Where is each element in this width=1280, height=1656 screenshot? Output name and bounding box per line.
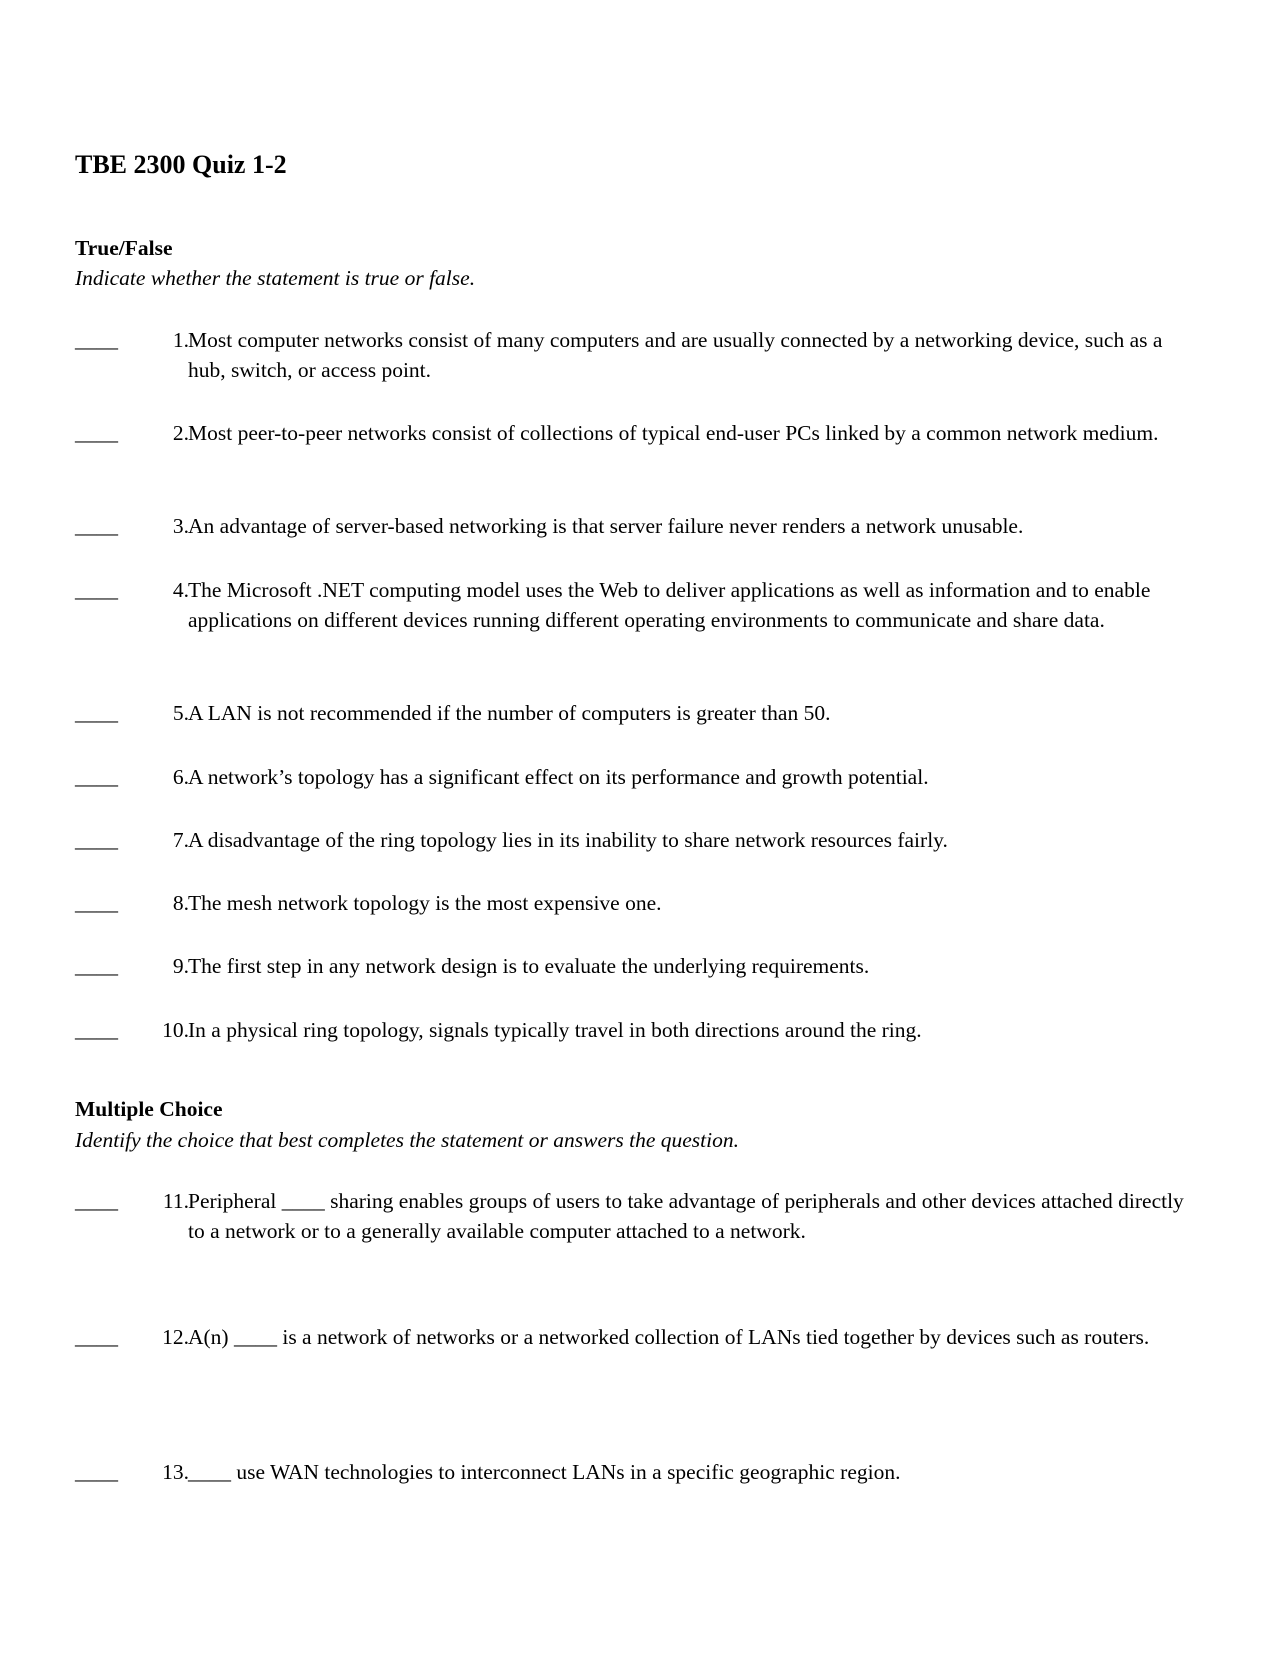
section-instruction-true-false: Indicate whether the statement is true or false. [75, 266, 476, 290]
answer-blank: ____ [75, 1460, 118, 1484]
question-item [75, 1015, 1205, 1045]
question-text: In a physical ring topology, signals typically travel in both directions around the ring. [188, 1018, 922, 1042]
answer-blank: ____ [75, 514, 118, 538]
question-item [75, 511, 1205, 541]
section-heading-multiple-choice: Multiple Choice [75, 1097, 223, 1121]
question-number: 1. [172, 328, 189, 352]
answer-blank: ____ [75, 1018, 118, 1042]
question-text: The Microsoft .NET computing model uses the Web to deliver applications as well as information and to enable applications on different devices running different operating environments to communicate and share data. [188, 578, 1151, 632]
question-number: 11. [162, 1189, 189, 1213]
question-item [75, 762, 1205, 792]
question-item [75, 951, 1205, 981]
question-text: An advantage of server-based networking is that server failure never renders a network unusable. [188, 514, 1024, 538]
question-item [75, 325, 1205, 385]
question-number: 4. [172, 578, 189, 602]
answer-blank: ____ [75, 421, 118, 445]
question-text: A LAN is not recommended if the number of computers is greater than 50. [188, 701, 831, 725]
question-item [75, 825, 1205, 855]
question-number: 10. [162, 1018, 189, 1042]
answer-blank: ____ [75, 701, 118, 725]
question-item [75, 698, 1205, 728]
question-text: A(n) ____ is a network of networks or a networked collection of LANs tied together by devices such as routers. [188, 1325, 1150, 1349]
question-number: 6. [172, 765, 189, 789]
section-heading-true-false: True/False [75, 236, 173, 260]
answer-blank: ____ [75, 578, 118, 602]
question-number: 3. [172, 514, 189, 538]
question-text: A network’s topology has a significant effect on its performance and growth potential. [188, 765, 929, 789]
page-title: TBE 2300 Quiz 1-2 [75, 150, 287, 179]
question-text: ____ use WAN technologies to interconnect LANs in a specific geographic region. [188, 1460, 901, 1484]
question-text: Most computer networks consist of many computers and are usually connected by a networking device, such as a hub, switch, or access point. [188, 328, 1163, 382]
question-number: 12. [162, 1325, 189, 1349]
question-item [75, 418, 1205, 448]
question-item [75, 888, 1205, 918]
question-text: Peripheral ____ sharing enables groups of users to take advantage of peripherals and other devices attached directly to a network or to a generally available computer attached to a network. [188, 1189, 1184, 1243]
quiz-page [75, 0, 1205, 1656]
answer-blank: ____ [75, 954, 118, 978]
answer-blank: ____ [75, 1189, 118, 1213]
question-number: 5. [172, 701, 189, 725]
question-text: The first step in any network design is to evaluate the underlying requirements. [188, 954, 870, 978]
answer-blank: ____ [75, 1325, 118, 1349]
question-item [75, 1322, 1205, 1352]
answer-blank: ____ [75, 765, 118, 789]
question-item [75, 1186, 1205, 1246]
answer-blank: ____ [75, 328, 118, 352]
question-text: The mesh network topology is the most expensive one. [188, 891, 662, 915]
answer-blank: ____ [75, 828, 118, 852]
question-number: 9. [172, 954, 189, 978]
question-number: 7. [172, 828, 189, 852]
question-number: 13. [162, 1460, 189, 1484]
question-number: 2. [172, 421, 189, 445]
section-instruction-multiple-choice: Identify the choice that best completes the statement or answers the question. [75, 1128, 739, 1152]
question-text: A disadvantage of the ring topology lies in its inability to share network resources fairly. [188, 828, 948, 852]
answer-blank: ____ [75, 891, 118, 915]
question-number: 8. [172, 891, 189, 915]
question-item [75, 1457, 1205, 1487]
question-item [75, 575, 1205, 635]
question-text: Most peer-to-peer networks consist of collections of typical end-user PCs linked by a common network medium. [188, 421, 1159, 445]
